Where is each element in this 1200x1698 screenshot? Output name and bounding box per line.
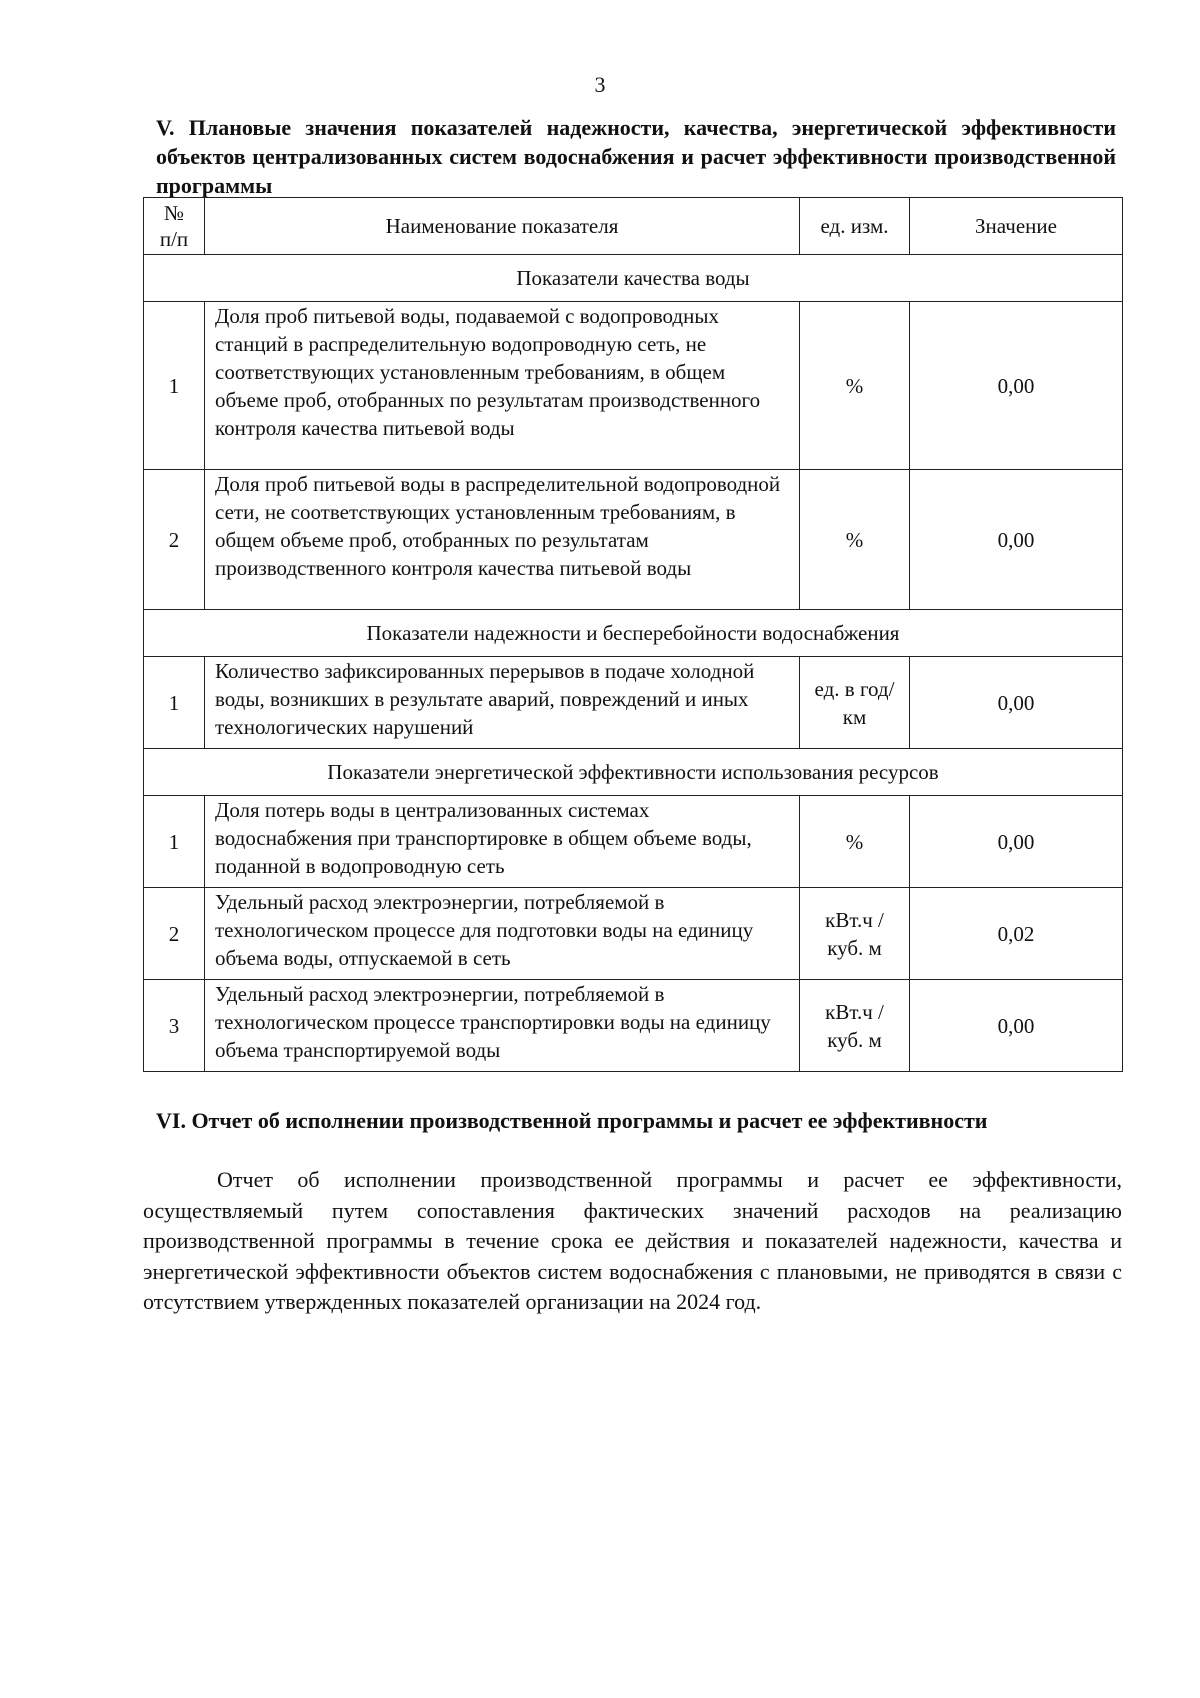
row-num: 1 bbox=[144, 796, 205, 888]
row-unit: кВт.ч / куб. м bbox=[800, 980, 910, 1072]
header-name: Наименование показателя bbox=[205, 198, 800, 255]
row-unit: % bbox=[800, 796, 910, 888]
group-row-reliability bbox=[144, 610, 1123, 657]
row-name: Доля проб питьевой воды, подаваемой с водопроводных станций в распределительную водопроводную сеть, не соответствующих установленным требованиям, в общем объеме проб, отобранных по результатам производственного контроля качества питьевой воды bbox=[205, 302, 800, 470]
row-num: 3 bbox=[144, 980, 205, 1072]
row-name: Удельный расход электроэнергии, потребляемой в технологическом процессе транспортировки воды на единицу объема транспортируемой воды bbox=[205, 980, 800, 1072]
row-value: 0,00 bbox=[910, 657, 1123, 749]
group-row-energy bbox=[144, 749, 1123, 796]
table-header-row bbox=[144, 198, 1123, 255]
table-row bbox=[144, 888, 1123, 980]
row-num: 2 bbox=[144, 888, 205, 980]
table-row bbox=[144, 796, 1123, 888]
table-row bbox=[144, 302, 1123, 470]
row-name: Количество зафиксированных перерывов в подаче холодной воды, возникших в результате аварий, повреждений и иных технологических нарушений bbox=[205, 657, 800, 749]
group-row-quality bbox=[144, 255, 1123, 302]
row-unit: кВт.ч / куб. м bbox=[800, 888, 910, 980]
header-num: № п/п bbox=[144, 198, 205, 255]
row-num: 2 bbox=[144, 470, 205, 610]
row-name: Доля потерь воды в централизованных системах водоснабжения при транспортировке в общем объеме воды, поданной в водопроводную сеть bbox=[205, 796, 800, 888]
header-unit: ед. изм. bbox=[800, 198, 910, 255]
row-value: 0,00 bbox=[910, 980, 1123, 1072]
header-value: Значение bbox=[910, 198, 1123, 255]
row-name: Доля проб питьевой воды в распределительной водопроводной сети, не соответствующих установленным требованиям, в общем объеме проб, отобранных по результатам производственного контроля качества питьевой воды bbox=[205, 470, 800, 610]
section-vi-title: VI. Отчет об исполнении производственной программы и расчет ее эффективности bbox=[156, 1108, 988, 1133]
indicators-table bbox=[143, 197, 1123, 1072]
section-v-title: V. Плановые значения показателей надежности, качества, энергетической эффективности объектов централизованных систем водоснабжения и расчет эффективности производственной программы bbox=[156, 115, 1116, 198]
row-value: 0,00 bbox=[910, 470, 1123, 610]
table-row bbox=[144, 657, 1123, 749]
group-title: Показатели качества воды bbox=[144, 255, 1123, 302]
row-name: Удельный расход электроэнергии, потребляемой в технологическом процессе для подготовки воды на единицу объема воды, отпускаемой в сеть bbox=[205, 888, 800, 980]
row-value: 0,02 bbox=[910, 888, 1123, 980]
group-title: Показатели надежности и бесперебойности водоснабжения bbox=[144, 610, 1123, 657]
row-unit: % bbox=[800, 470, 910, 610]
row-value: 0,00 bbox=[910, 796, 1123, 888]
table-row bbox=[144, 980, 1123, 1072]
row-value: 0,00 bbox=[910, 302, 1123, 470]
section-vi-body: Отчет об исполнении производственной программы и расчет ее эффективности, осуществляемый путем сопоставления фактических значений расходов на реализацию производственной программы в течение срока ее действия и показателей надежности, качества и энергетической эффективности объектов систем водоснабжения с плановыми, не приводятся в связи с отсутствием утвержденных показателей организации на 2024 год. bbox=[143, 1167, 1122, 1314]
row-num: 1 bbox=[144, 302, 205, 470]
row-unit: ед. в год/ км bbox=[800, 657, 910, 749]
table-row bbox=[144, 470, 1123, 610]
page-number: 3 bbox=[594, 72, 606, 97]
row-unit: % bbox=[800, 302, 910, 470]
row-num: 1 bbox=[144, 657, 205, 749]
group-title: Показатели энергетической эффективности использования ресурсов bbox=[144, 749, 1123, 796]
